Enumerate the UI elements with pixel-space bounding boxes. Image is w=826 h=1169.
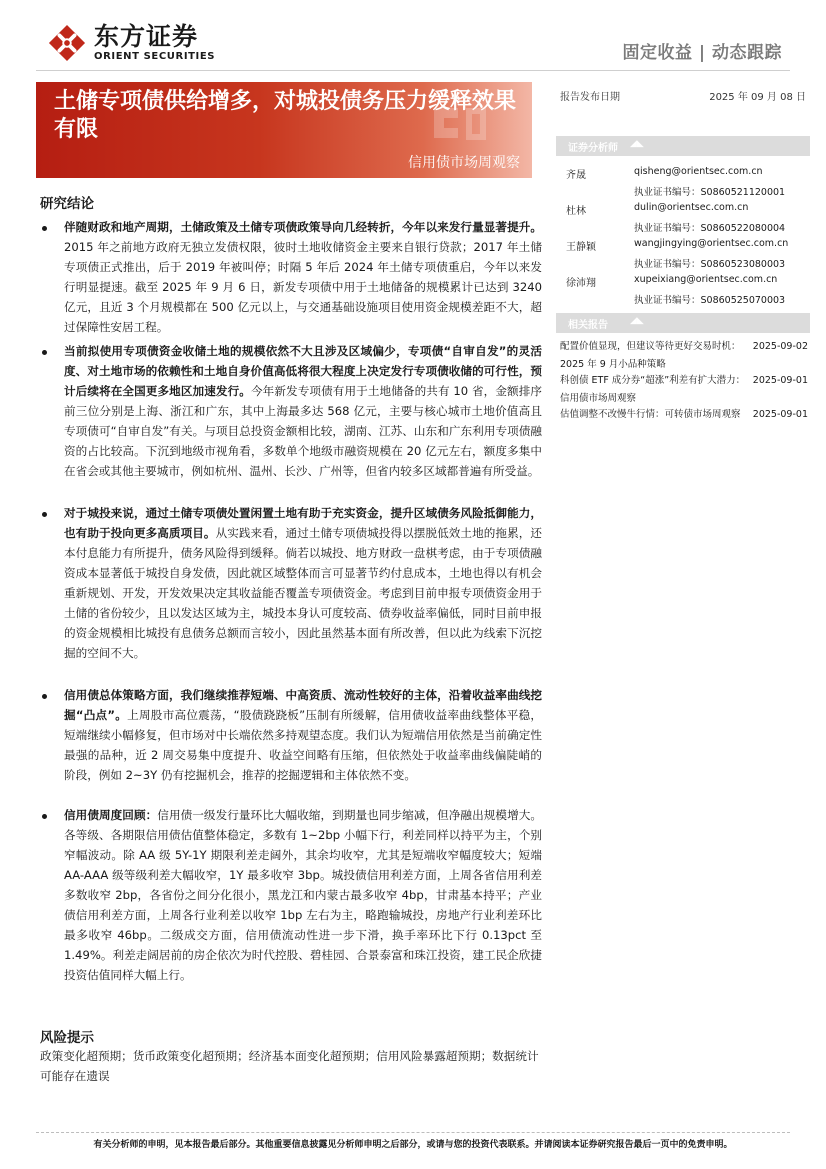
- footer-divider: [36, 1132, 790, 1133]
- paragraph-text: 信用债一级发行量环比大幅收缩，到期量也同步缩减，但净融出规模增大。各等级、各期限信用债估值整体稳定，多数有 1~2bp 小幅下行，利差同样以持平为主，个别窄幅波动。除 AA 级 5Y-1Y 期限利差走阔外，其余均收窄，尤其是短端收窄幅度较大；短端 AA-AAA 级等级利差大幅收窄，1Y 最多收窄 3bp。城投债信用利差方面，上周各省信用利差多数收窄 2bp，各省份之间分化很小，黑龙江和内蒙古最多收窄 4bp，甘肃基本持平；产业债信用利差方面，上周各行业利差以收窄 1bp 左右为主，略跑输城投，房地产行业利差环比最多收窄 46bp。二级成交方面，信用债流动性进一步下滑，换手率环比下行 0.13pct 至 1.49%。利差走阔居前的房企依次为时代控股、碧桂园、合景泰富和珠江投资，建工民企欣捷投资估值同样大幅上行。: [64, 808, 542, 982]
- related-report-link[interactable]: 科创债 ETF 成分券“超涨”利差有扩大潜力：信用债市场周观察: [560, 375, 746, 404]
- paragraph-lead: 对于城投来说，通过土储专项债处置闲置土地有助于充实资金，提升区域债务风险抵御能力，也有助于投向更多高质项目。: [64, 506, 542, 540]
- analysts-section-header: [556, 136, 810, 156]
- related-report-date: 2025-09-01: [752, 375, 808, 386]
- conclusion-paragraph: [64, 805, 542, 985]
- conclusion-paragraph: [64, 341, 542, 481]
- related-report-link[interactable]: 配置价值显现，但建议等待更好交易时机：2025 年 9 月小品种策略: [560, 341, 741, 370]
- orient-logo-icon: [48, 24, 86, 62]
- analyst-cert: 执业证书编号：S0860521120001: [634, 187, 786, 198]
- paragraph-lead: 当前拟使用专项债资金收储土地的规模依然不大且涉及区域偏少，专项债“自审自发”的灵活度、对土地市场的依赖性和土地自身价值高低将很大程度上决定发行专项债收储的可行性，预计后续将在全国更多地区加速发行。: [64, 344, 542, 398]
- analyst-cert: 执业证书编号：S0860522080004: [634, 223, 786, 234]
- analysts-section-title: 证券分析师: [568, 143, 618, 154]
- bullet-icon: [42, 350, 47, 355]
- related-section-header: [556, 313, 810, 333]
- analyst-name: 徐沛翔: [566, 278, 596, 289]
- bullet-icon: [42, 694, 47, 699]
- conclusion-heading: 研究结论: [40, 196, 94, 212]
- paragraph-text: 今年新发专项债有用于土地储备的共有 10 省，金额排序前三位分别是上海、浙江和广东，其中上海最多达 568 亿元，主要与核心城市土地价值高且专项债可“自审自发”有关。与项目总投资金额相比较，湖南、江苏、山东和广东利用专项债融资的占比较高。下沉到地级市视角看，多数单个地级市融资规模在 20 亿元左右，额度多集中在省会或其他主要城市，例如杭州、温州、长沙、广州等，但省内较多区域都普遍有所受益。: [64, 384, 542, 478]
- report-series: 信用债市场周观察: [408, 155, 520, 171]
- analyst-name: 王静颖: [566, 242, 596, 253]
- report-title: 土储专项债供给增多，对城投债务压力缓释效果有限: [54, 89, 517, 142]
- paragraph-text: 从实践来看，通过土储专项债城投得以摆脱低效土地的拖累，还本付息能力有所提升，债务风险得到缓释。倘若以城投、地方财政一盘棋考虑，由于专项债融资成本显著低于城投自身发债，因此就区域整体而言可显著节约付息成本，土地也得以有机会重新规划、开发，开发效果决定其收益能否覆盖专项债资金。考虑到目前申报专项债资金用于土储的省份较少，且以发达区域为主，城投本身认可度较高、债券收益率偏低，同时目前申报的资金规模相比城投有息债务总额而言较小，因此虽然基本面有所改善，但以此为线索下沉挖掘的空间不大。: [64, 526, 542, 660]
- paragraph-lead: 信用债总体策略方面，我们继续推荐短端、中高资质、流动性较好的主体，沿着收益率曲线挖掘“凸点”。: [64, 688, 542, 722]
- related-report-link[interactable]: 估值调整不改慢牛行情：可转债市场周观察: [560, 409, 741, 420]
- related-section-title: 相关报告: [568, 320, 608, 331]
- related-report-date: 2025-09-02: [752, 341, 808, 352]
- analyst-email[interactable]: dulin@orientsec.com.cn: [634, 202, 749, 213]
- publish-date-value: 2025 年 09 月 08 日: [709, 92, 806, 103]
- analyst-cert: 执业证书编号：S0860523080003: [634, 259, 786, 270]
- analyst-cert: 执业证书编号：S0860525070003: [634, 295, 786, 306]
- conclusion-paragraph: [64, 685, 542, 785]
- analyst-name: 杜林: [566, 206, 586, 217]
- paragraph-lead: 伴随财政和地产周期，土储政策及土储专项债政策导向几经转折，今年以来发行量显著提升。: [64, 220, 542, 234]
- logo-chinese-name: 东方证券: [94, 22, 199, 51]
- paragraph-text: 上周股市高位震荡，“股债跷跷板”压制有所缓解，信用债收益率曲线整体平稳，短端继续小幅修复，但市场对中长端依然多持观望态度。我们认为短端信用依然是当前确定性最强的品种，近 2 周交易集中度提升、收益空间略有压缩，但依然处于收益率曲线偏陡峭的阶段，例如 2~3Y 仍有挖掘机会，推荐的挖掘逻辑和主体依然不变。: [64, 708, 542, 782]
- related-report-date: 2025-09-01: [752, 409, 808, 420]
- header-dots-icon: ◢◣: [630, 316, 644, 326]
- header-dots-icon: ◢◣: [630, 139, 644, 149]
- footer-disclaimer: 有关分析师的申明，见本报告最后部分。其他重要信息披露见分析师申明之后部分，或请与您的投资代表联系。并请阅读本证券研究报告最后一页中的免责申明。: [93, 1140, 733, 1150]
- bullet-icon: [42, 814, 47, 819]
- analyst-email[interactable]: qisheng@orientsec.com.cn: [634, 166, 763, 177]
- report-category: 固定收益 | 动态跟踪: [622, 43, 782, 63]
- paragraph-lead: 信用债周度回顾：: [64, 808, 158, 822]
- publish-date-label: 报告发布日期: [560, 92, 620, 103]
- bullet-icon: [42, 226, 47, 231]
- conclusion-paragraph: [64, 217, 542, 337]
- risk-paragraph: 政策变化超预期；货币政策变化超预期；经济基本面变化超预期；信用风险暴露超预期；数据统计可能存在遗误: [40, 1049, 539, 1083]
- bullet-icon: [42, 512, 47, 517]
- conclusion-paragraph: [64, 503, 542, 663]
- analyst-email[interactable]: xupeixiang@orientsec.com.cn: [634, 274, 778, 285]
- title-banner: [36, 82, 532, 178]
- header-divider: [36, 70, 790, 71]
- analyst-email[interactable]: wangjingying@orientsec.com.cn: [634, 238, 789, 249]
- logo-english-name: ORIENT SECURITIES: [94, 51, 216, 62]
- analyst-name: 齐晟: [566, 170, 586, 181]
- paragraph-text: 2015 年之前地方政府无独立发债权限，彼时土地收储资金主要来自银行贷款；2017 年土储专项债正式推出，后于 2019 年被叫停；时隔 5 年后 2024 年土储专项债重启，今年以来发行明显提速。截至 2025 年 9 月 6 日，新发专项债中用于土地储备的规模累计已达到 3240 亿元，且近 3 个月规模都在 500 亿元以上，与交通基础设施项目使用资金规模差距不大，超过保障性安居工程。: [64, 240, 542, 334]
- company-logo: [48, 20, 215, 66]
- risk-heading: 风险提示: [40, 1030, 94, 1046]
